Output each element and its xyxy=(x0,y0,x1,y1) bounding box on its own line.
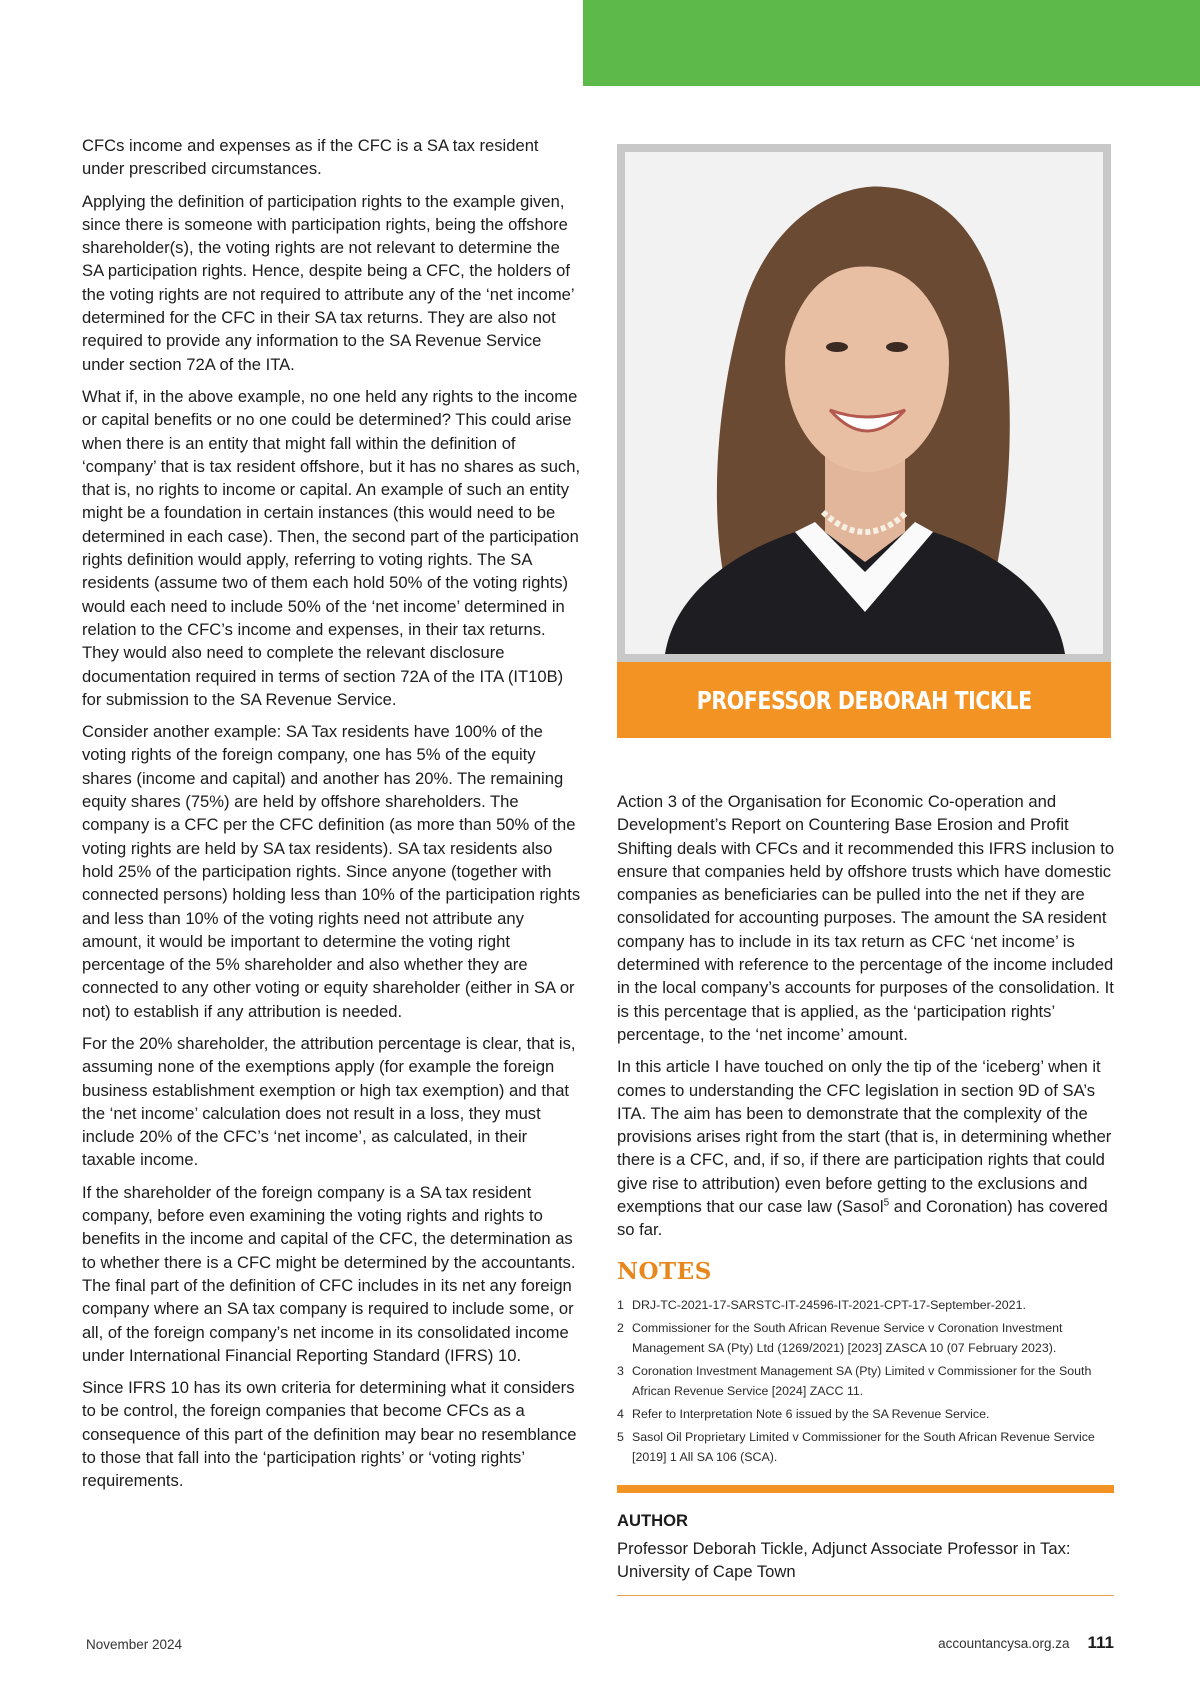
body-paragraph: Action 3 of the Organisation for Economic Co-operation and Development’s Report on Countering Base Erosion and Profit Shifting deals with CFCs and it recommended this IFRS inclusion to ensure that companies held by offshore trusts which have domestic companies as beneficiaries can be pulled into the net if they are consolidated for accounting purposes. The amount the SA resident company has to include in its tax return as CFC ‘net income’ is determined with reference to the percentage of the income included in the local company’s accounts for purposes of the consolidation. It is this percentage that is applied, as the ‘participation rights’ percentage, to the ‘net income’ amount. xyxy=(617,792,1115,1044)
footer-right xyxy=(938,1633,1114,1653)
body-paragraph: If the shareholder of the foreign company is a SA tax resident company, before even examining the voting rights and rights to benefits in the income and capital of the CFC, the determination as to whether there is a CFC might be determined by the accountants. The final part of the definition of CFC includes in its net any foreign company where an SA tax company is required to include some, or all, of the foreign company’s net income in its consolidated income under International Financial Reporting Standard (IFRS) 10. xyxy=(82,1182,576,1365)
author-divider xyxy=(617,1595,1114,1596)
author-text: Professor Deborah Tickle, Adjunct Associate Professor in Tax: University of Cape Town xyxy=(617,1538,1071,1581)
note-text: Sasol Oil Proprietary Limited v Commissioner for the South African Revenue Service [2019] 1 All SA 106 (SCA). xyxy=(632,1429,1095,1464)
header-green-bar xyxy=(583,0,1200,86)
orange-divider xyxy=(617,1485,1114,1493)
note-item xyxy=(617,1427,1127,1467)
note-item xyxy=(617,1295,1127,1315)
body-paragraph: Applying the definition of participation rights to the example given, since there is someone with participation rights, being the offshore shareholder(s), the voting rights are not relevant to determine the SA participation rights. Hence, despite being a CFC, the holders of the voting rights are not required to attribute any of the ‘net income’ determined for the CFC in their SA tax returns. They are also not required to provide any information to the SA Revenue Service under section 72A of the ITA. xyxy=(82,191,574,374)
note-number: 4 xyxy=(617,1406,624,1421)
author-photo xyxy=(617,144,1111,662)
note-number: 3 xyxy=(617,1363,624,1378)
footer-site: accountancysa.org.za xyxy=(938,1636,1070,1651)
left-column xyxy=(82,134,582,1502)
body-paragraph: For the 20% shareholder, the attribution percentage is clear, that is, assuming none of the exemptions apply (for example the foreign business establishment exemption or high tax exemption) and that the ‘net income’ calculation does not result in a loss, they must include 20% of the CFC’s ‘net income’, as calculated, in their taxable income. xyxy=(82,1033,576,1170)
footnote-ref: 5 xyxy=(883,1197,890,1209)
notes-list xyxy=(617,1295,1127,1467)
body-paragraph: What if, in the above example, no one held any rights to the income or capital benefits or no one could be determined? This could arise when there is an entity that might fall within the definition of ‘company’ that is tax resident offshore, but it has no shares as such, that is, no rights to income or capital. An example of such an entity might be a foundation in certain instances (this would need to be determined in each case). Then, the second part of the participation rights definition would apply, referring to voting rights. The SA residents (assume two of them each hold 50% of the voting rights) would each need to include 50% of the ‘net income’ determined in relation to the CFC’s income and expenses, in their tax returns. They would also need to complete the relevant disclosure documentation required in terms of section 72A of the ITA (IT10B) for submission to the SA Revenue Service. xyxy=(82,386,581,709)
body-paragraph: Consider another example: SA Tax residents have 100% of the voting rights of the foreign company, one has 5% of the equity shares (income and capital) and another has 20%. The remaining equity shares (75%) are held by offshore shareholders. The company is a CFC per the CFC definition (as more than 50% of the voting rights are held by SA tax residents). SA tax residents also hold 25% of the participation rights. Since anyone (together with connected persons) holding less than 10% of the participation rights and less than 10% of the voting rights need not attribute any amount, it would be important to determine the voting right percentage of the 5% shareholder and also whether they are connected to any other voting or equity shareholder (either in SA or not) to establish if any attribution is needed. xyxy=(82,722,581,1021)
author-heading: AUTHOR xyxy=(617,1510,688,1530)
page-number: 111 xyxy=(1087,1633,1114,1652)
notes-heading: NOTES xyxy=(617,1257,712,1285)
conclusion-text-end: and Coronation) has covered so far. xyxy=(617,1197,1108,1240)
note-item xyxy=(617,1361,1127,1401)
note-text: Refer to Interpretation Note 6 issued by the SA Revenue Service. xyxy=(632,1406,990,1421)
photo-caption-bar xyxy=(617,662,1111,738)
body-paragraph: Since IFRS 10 has its own criteria for determining what it considers to be control, the foreign companies that become CFCs as a consequence of this part of the definition may bear no resemblance to those that fall into the ‘participation rights’ or ‘voting rights’ requirements. xyxy=(82,1378,577,1491)
body-paragraph-conclusion xyxy=(617,1055,1127,1241)
right-column xyxy=(617,790,1127,1596)
note-number: 1 xyxy=(617,1297,624,1312)
conclusion-text: In this article I have touched on only the tip of the ‘iceberg’ when it comes to understanding the CFC legislation in section 9D of SA’s ITA. The aim has been to demonstrate that the complexity of the provisions arises right from the start (that is, in determining whether there is a CFC, and, if so, if there are participation rights that could give rise to attribution) even before getting to the exclusions and exemptions that our case law (Sasol xyxy=(617,1057,1112,1217)
note-text: Commissioner for the South African Revenue Service v Coronation Investment Management SA (Pty) Ltd (1269/2021) [2023] ZASCA 10 (07 February 2023). xyxy=(632,1320,1063,1355)
footer-date: November 2024 xyxy=(86,1637,183,1652)
note-text: DRJ-TC-2021-17-SARSTC-IT-24596-IT-2021-CPT-17-September-2021. xyxy=(632,1297,1026,1312)
body-paragraph: CFCs income and expenses as if the CFC is a SA tax resident under prescribed circumstances. xyxy=(82,136,539,179)
note-item xyxy=(617,1404,1127,1424)
portrait-image xyxy=(625,152,1103,654)
note-number: 2 xyxy=(617,1320,624,1335)
note-item xyxy=(617,1318,1127,1358)
note-text: Coronation Investment Management SA (Pty) Limited v Commissioner for the South African Revenue Service [2024] ZACC 11. xyxy=(632,1363,1092,1398)
note-number: 5 xyxy=(617,1429,624,1444)
photo-caption: PROFESSOR DEBORAH TICKLE xyxy=(696,685,1032,715)
